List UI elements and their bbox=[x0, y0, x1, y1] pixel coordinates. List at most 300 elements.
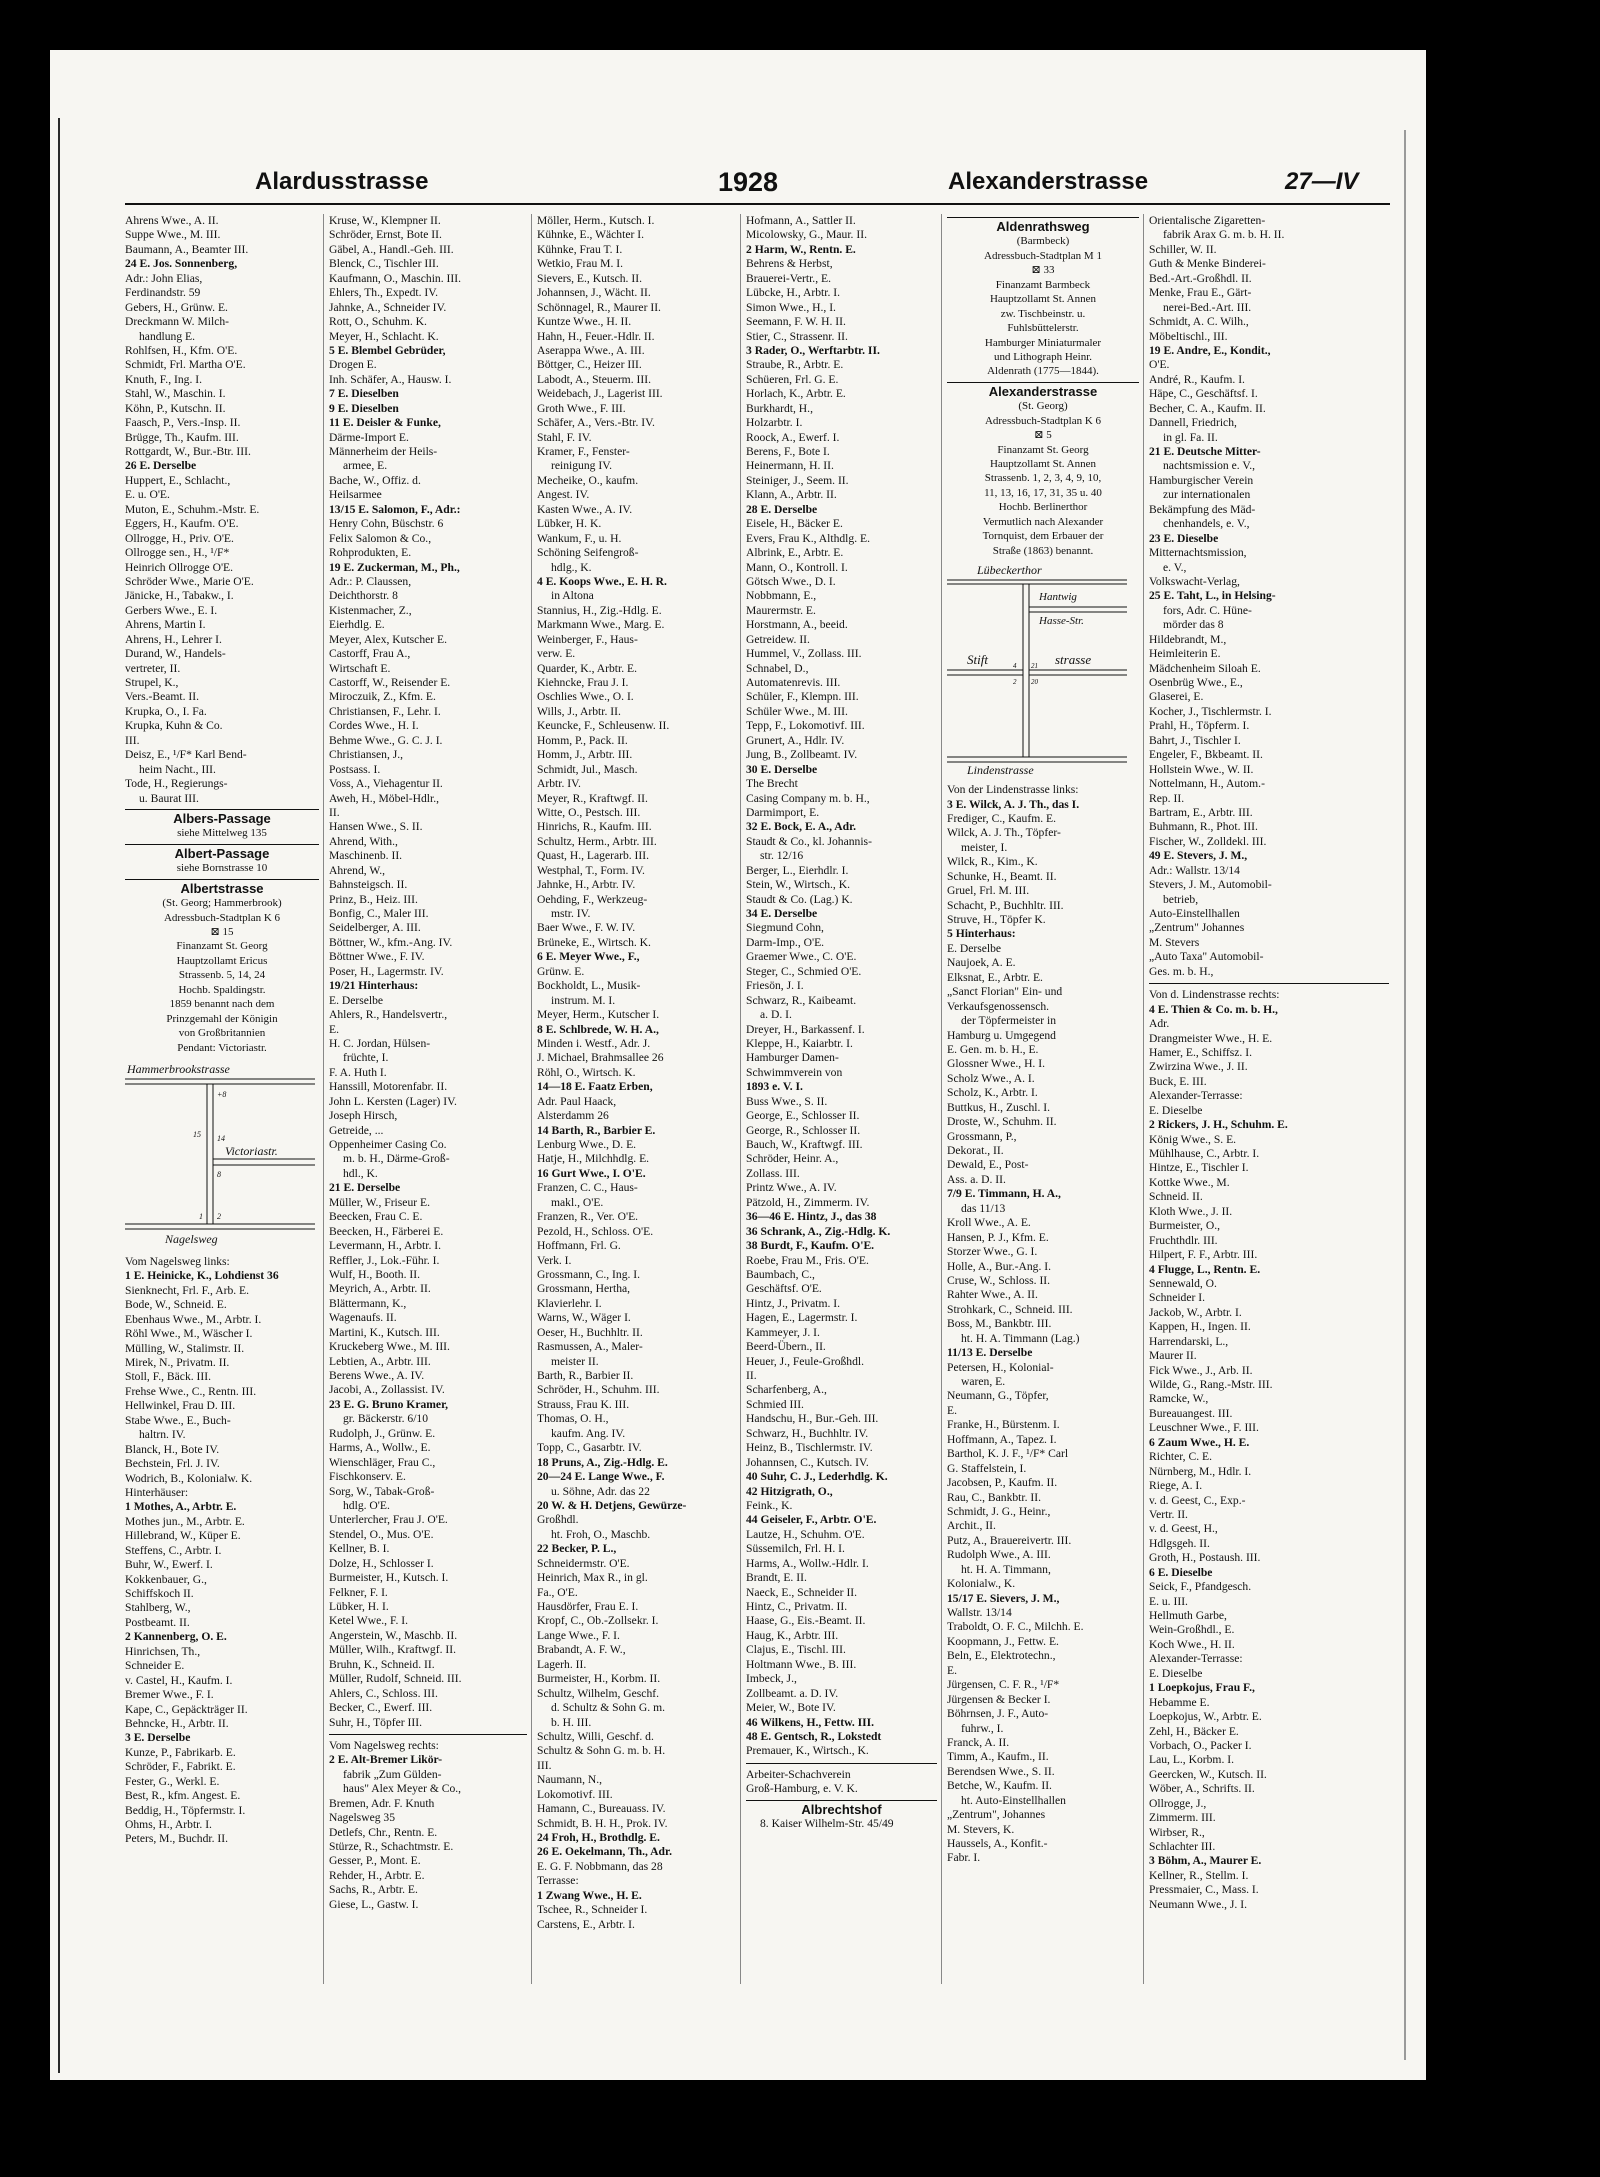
resident-entry: Poser, H., Lagermstr. IV. bbox=[329, 964, 444, 978]
resident-entry: Angerstein, W., Maschb. II. bbox=[329, 1628, 458, 1642]
directory-entry bbox=[125, 1356, 319, 1370]
resident-entry: Kellner, B. I. bbox=[329, 1542, 390, 1556]
street-heading-text: Albert-Passage bbox=[174, 845, 270, 861]
resident-entry: Richter, C. E. bbox=[1149, 1450, 1212, 1464]
directory-entry bbox=[125, 257, 319, 271]
resident-entry: Homm, P., Pack. II. bbox=[537, 733, 628, 747]
directory-entry bbox=[746, 1297, 937, 1311]
directory-entry bbox=[1149, 1003, 1389, 1017]
resident-entry: Rahter Wwe., A. II. bbox=[947, 1288, 1038, 1302]
resident-entry: Bockholdt, L., Musik- bbox=[537, 979, 641, 993]
resident-entry: Tschee, R., Schneider I. bbox=[537, 1903, 648, 1917]
directory-entry bbox=[746, 1571, 937, 1585]
directory-entry bbox=[329, 315, 527, 329]
resident-entry: F. A. Huth I. bbox=[329, 1065, 387, 1079]
directory-entry bbox=[537, 1181, 736, 1195]
resident-entry: Lübcke, H., Arbtr. I. bbox=[746, 286, 841, 300]
directory-entry bbox=[746, 719, 937, 733]
column-rule bbox=[941, 214, 942, 1984]
resident-entry: Kaufmann, O., Maschin. III. bbox=[329, 271, 462, 285]
directory-entry bbox=[329, 662, 527, 676]
directory-entry bbox=[1149, 575, 1389, 589]
directory-entry bbox=[947, 1072, 1139, 1086]
resident-entry: Beddig, H., Töpfermstr. I. bbox=[125, 1803, 246, 1817]
resident-entry: Meyer, H., Schlacht. K. bbox=[329, 329, 439, 343]
directory-entry bbox=[125, 503, 319, 517]
directory-entry bbox=[746, 301, 937, 315]
directory-entry bbox=[537, 1571, 736, 1585]
directory-entry bbox=[746, 1152, 937, 1166]
resident-entry: Christiansen, J., bbox=[329, 748, 404, 762]
resident-entry: Wetkio, Frau M. I. bbox=[537, 257, 624, 271]
directory-entry bbox=[329, 676, 527, 690]
house-number-entry: 2 E. Alt-Bremer Likör- bbox=[329, 1753, 443, 1767]
right-running-head: Alexanderstrasse bbox=[948, 168, 1149, 195]
directory-entry bbox=[947, 1779, 1139, 1793]
directory-entry bbox=[746, 647, 937, 661]
directory-entry bbox=[537, 950, 736, 964]
resident-entry: Tepp, F., Lokomotivf. III. bbox=[746, 719, 865, 733]
house-number-entry: 24 E. Jos. Sonnenberg, bbox=[125, 257, 238, 271]
street-sketch-alexanderstrasse bbox=[947, 562, 1127, 777]
directory-entry bbox=[746, 1528, 937, 1542]
directory-entry bbox=[947, 985, 1139, 999]
resident-entry: Rott, O., Schuhm. K. bbox=[329, 315, 427, 329]
column-rule bbox=[1143, 214, 1144, 1984]
directory-entry bbox=[537, 690, 736, 704]
resident-entry: Deisz, E., ¹/F* Karl Bend- bbox=[125, 748, 247, 762]
directory-entry bbox=[746, 561, 937, 575]
resident-entry: Hatje, H., Milchhdlg. E. bbox=[537, 1152, 650, 1166]
house-number-entry: 13/15 E. Salomon, F., Adr.: bbox=[329, 502, 461, 516]
directory-entry bbox=[125, 561, 319, 575]
directory-entry bbox=[746, 1383, 937, 1397]
resident-entry: Peters, M., Buchdr. II. bbox=[125, 1832, 229, 1846]
directory-entry bbox=[125, 1529, 319, 1543]
directory-entry bbox=[125, 1327, 319, 1341]
resident-entry: Rohlfsen, H., Kfm. O'E. bbox=[125, 343, 238, 357]
resident-entry: Printz Wwe., A. IV. bbox=[746, 1181, 837, 1195]
directory-entry bbox=[947, 1317, 1139, 1331]
resident-entry: reinigung IV. bbox=[551, 459, 612, 473]
directory-entry bbox=[947, 1563, 1139, 1577]
resident-entry: Ferdinandstr. 59 bbox=[125, 286, 201, 300]
resident-entry: Schmidt, A. C. Wilh., bbox=[1149, 315, 1249, 329]
directory-entry bbox=[537, 503, 736, 517]
directory-entry bbox=[125, 459, 319, 473]
directory-entry bbox=[125, 662, 319, 676]
directory-entry bbox=[746, 1340, 937, 1354]
resident-entry: Faasch, P., Vers.-Insp. II. bbox=[125, 416, 241, 430]
directory-entry bbox=[746, 243, 937, 257]
directory-entry bbox=[537, 878, 736, 892]
directory-entry bbox=[537, 301, 736, 315]
directory-entry bbox=[537, 1643, 736, 1657]
directory-entry bbox=[947, 1851, 1139, 1865]
resident-entry: Kammeyer, J. I. bbox=[746, 1325, 820, 1339]
resident-entry: Lau, L., Korbm. I. bbox=[1149, 1753, 1235, 1767]
directory-entry bbox=[125, 358, 319, 372]
resident-entry: The Brecht bbox=[746, 777, 798, 791]
street-info bbox=[947, 399, 1139, 413]
directory-entry bbox=[1149, 1551, 1389, 1565]
street-heading bbox=[947, 382, 1139, 399]
directory-entry bbox=[746, 1239, 937, 1253]
resident-entry: Vertr. II. bbox=[1149, 1507, 1188, 1521]
resident-entry: haltrn. IV. bbox=[139, 1428, 186, 1442]
directory-entry bbox=[329, 806, 527, 820]
directory-entry bbox=[329, 1340, 527, 1354]
resident-entry: Aserappa Wwe., A. III. bbox=[537, 343, 645, 357]
street-info-text: ⊠ 15 bbox=[210, 926, 234, 939]
directory-entry bbox=[537, 373, 736, 387]
resident-entry: Lübker, H. K. bbox=[537, 517, 602, 531]
directory-entry bbox=[125, 1818, 319, 1832]
resident-entry: Hintze, E., Tischler I. bbox=[1149, 1161, 1249, 1175]
street-info bbox=[947, 471, 1139, 485]
directory-entry bbox=[947, 1577, 1139, 1591]
resident-entry: Böttger, C., Heizer III. bbox=[537, 358, 642, 372]
resident-entry: Hansen Wwe., S. II. bbox=[329, 820, 423, 834]
directory-column-2 bbox=[329, 214, 527, 1912]
resident-entry: ht. H. A. Timmann, bbox=[961, 1562, 1051, 1576]
directory-entry bbox=[329, 1080, 527, 1094]
resident-entry: Deichthorstr. 8 bbox=[329, 589, 398, 603]
directory-entry bbox=[537, 1557, 736, 1571]
directory-entry bbox=[329, 1499, 527, 1513]
resident-entry: Schneid. II. bbox=[1149, 1190, 1203, 1204]
directory-entry bbox=[329, 546, 527, 560]
resident-entry: Lübker, H. I. bbox=[329, 1600, 389, 1613]
directory-entry bbox=[1149, 921, 1389, 935]
resident-entry: Dolze, H., Schlosser I. bbox=[329, 1556, 434, 1570]
directory-entry bbox=[746, 589, 937, 603]
resident-entry: Markmann Wwe., Marg. E. bbox=[537, 618, 665, 632]
resident-entry: Holle, A., Bur.-Ang. I. bbox=[947, 1259, 1052, 1273]
directory-entry bbox=[1149, 950, 1389, 964]
directory-entry bbox=[329, 1826, 527, 1840]
directory-entry bbox=[746, 1369, 937, 1383]
directory-entry bbox=[125, 1645, 319, 1659]
directory-entry bbox=[537, 662, 736, 676]
resident-entry: Wankum, F., u. H. bbox=[537, 531, 622, 545]
directory-entry bbox=[1149, 330, 1389, 344]
house-number-entry: 11 E. Deisler & Funke, bbox=[329, 416, 441, 430]
resident-entry: Hoffmann, A., Tapez. I. bbox=[947, 1432, 1057, 1446]
directory-entry bbox=[537, 402, 736, 416]
resident-entry: E. bbox=[947, 1403, 957, 1417]
directory-entry bbox=[329, 835, 527, 849]
directory-entry bbox=[537, 1412, 736, 1426]
directory-entry bbox=[746, 994, 937, 1008]
directory-entry bbox=[537, 647, 736, 661]
directory-entry bbox=[329, 1138, 527, 1152]
directory-entry bbox=[125, 777, 319, 791]
directory-entry bbox=[1149, 561, 1389, 575]
resident-entry: Frehse Wwe., C., Rentn. III. bbox=[125, 1384, 257, 1398]
resident-entry: Dreckmann W. Milch- bbox=[125, 315, 229, 329]
directory-entry bbox=[125, 301, 319, 315]
street-info-text: Tornquist, dem Erbauer der bbox=[982, 530, 1104, 543]
directory-entry bbox=[746, 315, 937, 329]
directory-entry bbox=[537, 243, 736, 257]
house-number-entry: 3 Rader, O., Werftarbtr. II. bbox=[746, 343, 880, 357]
resident-entry: Schultz, Herm., Arbtr. III. bbox=[537, 834, 657, 848]
street-info-text: Hauptzollamt Ericus bbox=[176, 954, 268, 967]
directory-entry bbox=[537, 705, 736, 719]
directory-entry bbox=[125, 1760, 319, 1774]
directory-entry bbox=[1149, 690, 1389, 704]
resident-entry: Feink., K. bbox=[746, 1498, 793, 1512]
house-number-entry: 30 E. Derselbe bbox=[746, 762, 818, 776]
resident-entry: Berendsen Wwe., S. II. bbox=[947, 1764, 1055, 1778]
section-divider bbox=[329, 1734, 527, 1735]
directory-entry bbox=[537, 979, 736, 993]
directory-entry bbox=[1149, 402, 1389, 416]
house-number-entry: 3 E. Wilck, A. J. Th., das I. bbox=[947, 797, 1080, 811]
resident-entry: Becker, C., Ewerf. III. bbox=[329, 1701, 433, 1715]
resident-entry: chenhandels, e. V., bbox=[1163, 517, 1250, 531]
directory-entry bbox=[125, 748, 319, 762]
directory-entry bbox=[746, 734, 937, 748]
resident-entry: Wein-Großhdl., E. bbox=[1149, 1623, 1235, 1637]
resident-entry: Hintz, C., Privatm. II. bbox=[746, 1600, 848, 1613]
directory-entry bbox=[329, 1412, 527, 1426]
resident-entry: Knuth, F., Ing. I. bbox=[125, 372, 203, 386]
resident-entry: Buhmann, R., Phot. III. bbox=[1149, 820, 1258, 834]
directory-entry bbox=[1149, 1522, 1389, 1536]
directory-entry bbox=[125, 1674, 319, 1688]
directory-entry bbox=[329, 301, 527, 315]
resident-entry: zur internationalen bbox=[1163, 488, 1251, 502]
resident-entry: Bekämpfung des Mäd- bbox=[1149, 502, 1256, 516]
street-info bbox=[947, 486, 1139, 500]
directory-entry bbox=[537, 1383, 736, 1397]
resident-entry: Berger, L., Eierhdlr. I. bbox=[746, 863, 849, 877]
resident-entry: Glossner Wwe., H. I. bbox=[947, 1057, 1045, 1071]
resident-entry: Hollstein Wwe., W. II. bbox=[1149, 762, 1254, 776]
resident-entry: Baumann, A., Beamter III. bbox=[125, 242, 249, 256]
resident-entry: Steffens, C., Arbtr. I. bbox=[125, 1543, 222, 1557]
directory-entry bbox=[947, 1361, 1139, 1375]
directory-entry bbox=[125, 1731, 319, 1745]
directory-entry bbox=[125, 330, 319, 344]
directory-entry bbox=[125, 286, 319, 300]
map-street-label: Lübeckerthor bbox=[977, 563, 1042, 578]
street-info-text: Hochb. Berlinerthor bbox=[998, 501, 1088, 514]
resident-entry: Nottelmann, H., Autom.- bbox=[1149, 777, 1265, 791]
resident-entry: Hintz, J., Privatm. I. bbox=[746, 1296, 841, 1310]
resident-entry: Bode, W., Schneid. E. bbox=[125, 1298, 227, 1312]
resident-entry: Staudt & Co., kl. Johannis- bbox=[746, 834, 872, 848]
directory-entry bbox=[1149, 1017, 1389, 1031]
directory-entry bbox=[746, 575, 937, 589]
resident-entry: Hamburgischer Verein bbox=[1149, 473, 1254, 487]
street-info-text: Adressbuch-Stadtplan M 1 bbox=[984, 249, 1102, 262]
directory-entry bbox=[947, 841, 1139, 855]
directory-entry bbox=[746, 1557, 937, 1571]
resident-entry: Arbeiter-Schachverein bbox=[746, 1767, 851, 1781]
resident-entry: Geercken, W., Kutsch. II. bbox=[1149, 1767, 1267, 1781]
resident-entry: Glaserei, E. bbox=[1149, 690, 1204, 704]
house-number-entry: 7/9 E. Timmann, H. A., bbox=[947, 1187, 1061, 1201]
street-heading bbox=[746, 1800, 937, 1817]
directory-entry bbox=[746, 777, 937, 791]
directory-entry bbox=[125, 1255, 319, 1269]
resident-entry: Sorg, W., Tabak-Groß- bbox=[329, 1484, 435, 1498]
directory-entry bbox=[329, 503, 527, 517]
street-sketch-albertstrasse bbox=[125, 1059, 315, 1249]
directory-entry bbox=[746, 1326, 937, 1340]
street-info bbox=[947, 249, 1139, 263]
map-street-label: Nagelsweg bbox=[165, 1231, 218, 1246]
resident-entry: Bremer Wwe., F. I. bbox=[125, 1688, 214, 1702]
directory-entry bbox=[329, 1369, 527, 1383]
resident-entry: Grunert, A., Hdlr. IV. bbox=[746, 733, 845, 747]
directory-entry bbox=[746, 228, 937, 242]
resident-entry: Kropf, C., Ob.-Zollsekr. I. bbox=[537, 1614, 659, 1628]
resident-entry: Putz, A., Brauereivertr. III. bbox=[947, 1533, 1072, 1547]
resident-entry: Holtmann Wwe., B. III. bbox=[746, 1657, 857, 1671]
directory-entry bbox=[537, 1513, 736, 1527]
resident-entry: Siegmund Cohn, bbox=[746, 921, 824, 935]
resident-entry: Heinermann, H. II. bbox=[746, 459, 834, 473]
house-number-entry: 15/17 E. Sievers, J. M., bbox=[947, 1591, 1060, 1605]
resident-entry: Ahlers, R., Handelsvertr., bbox=[329, 1008, 448, 1022]
resident-entry: Scholz Wwe., A. I. bbox=[947, 1071, 1035, 1085]
directory-entry bbox=[537, 589, 736, 603]
directory-entry bbox=[329, 272, 527, 286]
directory-entry bbox=[947, 1130, 1139, 1144]
resident-entry: Grossmann, P., bbox=[947, 1129, 1017, 1143]
resident-entry: Jackob, W., Arbtr. I. bbox=[1149, 1305, 1242, 1319]
resident-entry: Wirbser, R., bbox=[1149, 1825, 1205, 1839]
directory-entry bbox=[329, 1739, 527, 1753]
resident-entry: Behme Wwe., G. C. J. I. bbox=[329, 733, 443, 747]
directory-entry bbox=[947, 1794, 1139, 1808]
resident-entry: Kellner, R., Stellm. I. bbox=[1149, 1868, 1249, 1882]
directory-entry bbox=[746, 546, 937, 560]
resident-entry: Detlefs, Chr., Rentn. E. bbox=[329, 1825, 438, 1839]
resident-entry: Baer Wwe., F. W. IV. bbox=[537, 921, 636, 935]
resident-entry: meister II. bbox=[551, 1354, 599, 1368]
resident-entry: Postbeamt. II. bbox=[125, 1615, 190, 1629]
directory-entry bbox=[746, 373, 937, 387]
directory-entry bbox=[947, 1260, 1139, 1274]
house-number-entry: 4 E. Koops Wwe., E. H. R. bbox=[537, 574, 667, 588]
directory-entry bbox=[329, 1586, 527, 1600]
directory-entry bbox=[125, 1313, 319, 1327]
house-number-entry: 25 E. Taht, L., in Helsing- bbox=[1149, 589, 1276, 603]
map-house-number: 14 bbox=[217, 1133, 225, 1143]
resident-entry: Leuschner Wwe., F. III. bbox=[1149, 1421, 1259, 1435]
directory-entry bbox=[537, 1210, 736, 1224]
directory-entry bbox=[1149, 1234, 1389, 1248]
resident-entry: Oehding, F., Werkzeug- bbox=[537, 892, 648, 906]
directory-entry bbox=[746, 1586, 937, 1600]
resident-entry: E. G. F. Nobbmann, das 28 bbox=[537, 1859, 663, 1873]
directory-entry bbox=[125, 1284, 319, 1298]
resident-entry: Darm-Imp., O'E. bbox=[746, 935, 825, 949]
directory-entry bbox=[746, 705, 937, 719]
resident-entry: Wagenaufs. II. bbox=[329, 1311, 397, 1325]
resident-entry: Engeler, F., Bkbeamt. II. bbox=[1149, 748, 1263, 762]
resident-entry: Bonfig, C., Maler III. bbox=[329, 907, 429, 920]
directory-entry bbox=[125, 228, 319, 242]
directory-entry bbox=[329, 228, 527, 242]
resident-entry: Stannius, H., Zig.-Hdlg. E. bbox=[537, 603, 662, 617]
resident-entry: Hillebrand, W., Küper E. bbox=[125, 1529, 241, 1543]
resident-entry: Stoll, F., Bäck. III. bbox=[125, 1370, 212, 1384]
directory-entry bbox=[537, 228, 736, 242]
resident-entry: früchte, I. bbox=[343, 1051, 389, 1065]
directory-entry bbox=[1149, 1190, 1389, 1204]
resident-entry: E. Derselbe bbox=[329, 993, 384, 1007]
resident-entry: Krupka, O., I. Fa. bbox=[125, 704, 207, 718]
directory-entry bbox=[329, 1181, 527, 1195]
directory-entry bbox=[537, 1845, 736, 1859]
resident-entry: nerei-Bed.-Art. III. bbox=[1163, 300, 1252, 314]
directory-entry bbox=[1149, 1638, 1389, 1652]
resident-entry: „Sanct Florian" Ein- und bbox=[947, 985, 1063, 999]
directory-entry bbox=[746, 416, 937, 430]
directory-entry bbox=[746, 1456, 937, 1470]
resident-entry: Meyer, R., Kraftwgf. II. bbox=[537, 791, 648, 805]
resident-entry: Zehl, H., Bäcker E. bbox=[1149, 1724, 1239, 1738]
map-house-number: 20 bbox=[1031, 678, 1038, 687]
resident-entry: Schüler, F., Klempn. III. bbox=[746, 690, 859, 704]
directory-entry bbox=[746, 459, 937, 473]
house-number-entry: 1893 e. V. I. bbox=[746, 1080, 803, 1094]
street-info-text: Finanzamt St. Georg bbox=[176, 940, 268, 953]
house-number-entry: 4 E. Thien & Co. m. b. H., bbox=[1149, 1002, 1278, 1016]
resident-entry: Blenck, C., Tischler III. bbox=[329, 257, 439, 271]
left-running-head: Alardusstrasse bbox=[255, 168, 429, 195]
directory-entry bbox=[746, 1181, 937, 1195]
resident-entry: Heilsarmee bbox=[329, 488, 382, 502]
directory-entry bbox=[537, 1817, 736, 1831]
resident-entry: Lange Wwe., F. I. bbox=[537, 1628, 620, 1642]
resident-entry: Ollrogge, J., bbox=[1149, 1796, 1207, 1810]
resident-entry: Harrendarski, L., bbox=[1149, 1334, 1229, 1348]
directory-entry bbox=[537, 734, 736, 748]
resident-entry: Blanck, H., Bote IV. bbox=[125, 1442, 220, 1456]
house-number-entry: 22 Becker, P. L., bbox=[537, 1542, 617, 1556]
directory-entry bbox=[329, 690, 527, 704]
directory-entry bbox=[329, 1571, 527, 1585]
directory-entry bbox=[746, 1485, 937, 1499]
directory-entry bbox=[947, 1606, 1139, 1620]
street-info bbox=[125, 983, 319, 997]
resident-entry: Hamann, C., Bureauass. IV. bbox=[537, 1802, 666, 1816]
street-info bbox=[947, 443, 1139, 457]
resident-entry: Vers.-Beamt. II. bbox=[125, 690, 200, 704]
resident-entry: betrieb, bbox=[1163, 892, 1199, 906]
resident-entry: Dannell, Friedrich, bbox=[1149, 416, 1237, 430]
directory-entry bbox=[947, 1620, 1139, 1634]
directory-entry bbox=[537, 1600, 736, 1614]
directory-entry bbox=[1149, 705, 1389, 719]
resident-entry: Wöber, A., Schrifts. II. bbox=[1149, 1782, 1255, 1796]
street-info bbox=[125, 1012, 319, 1026]
resident-entry: der Töpfermeister in bbox=[961, 1014, 1057, 1028]
directory-entry bbox=[537, 330, 736, 344]
resident-entry: Hofmann, A., Sattler II. bbox=[746, 214, 856, 227]
house-number-entry: 2 Rickers, J. H., Schuhm. E. bbox=[1149, 1118, 1288, 1132]
directory-entry bbox=[329, 1658, 527, 1672]
resident-entry: Schönnagel, R., Maurer II. bbox=[537, 300, 661, 314]
resident-entry: Harms, A., Wollw., E. bbox=[329, 1441, 431, 1455]
